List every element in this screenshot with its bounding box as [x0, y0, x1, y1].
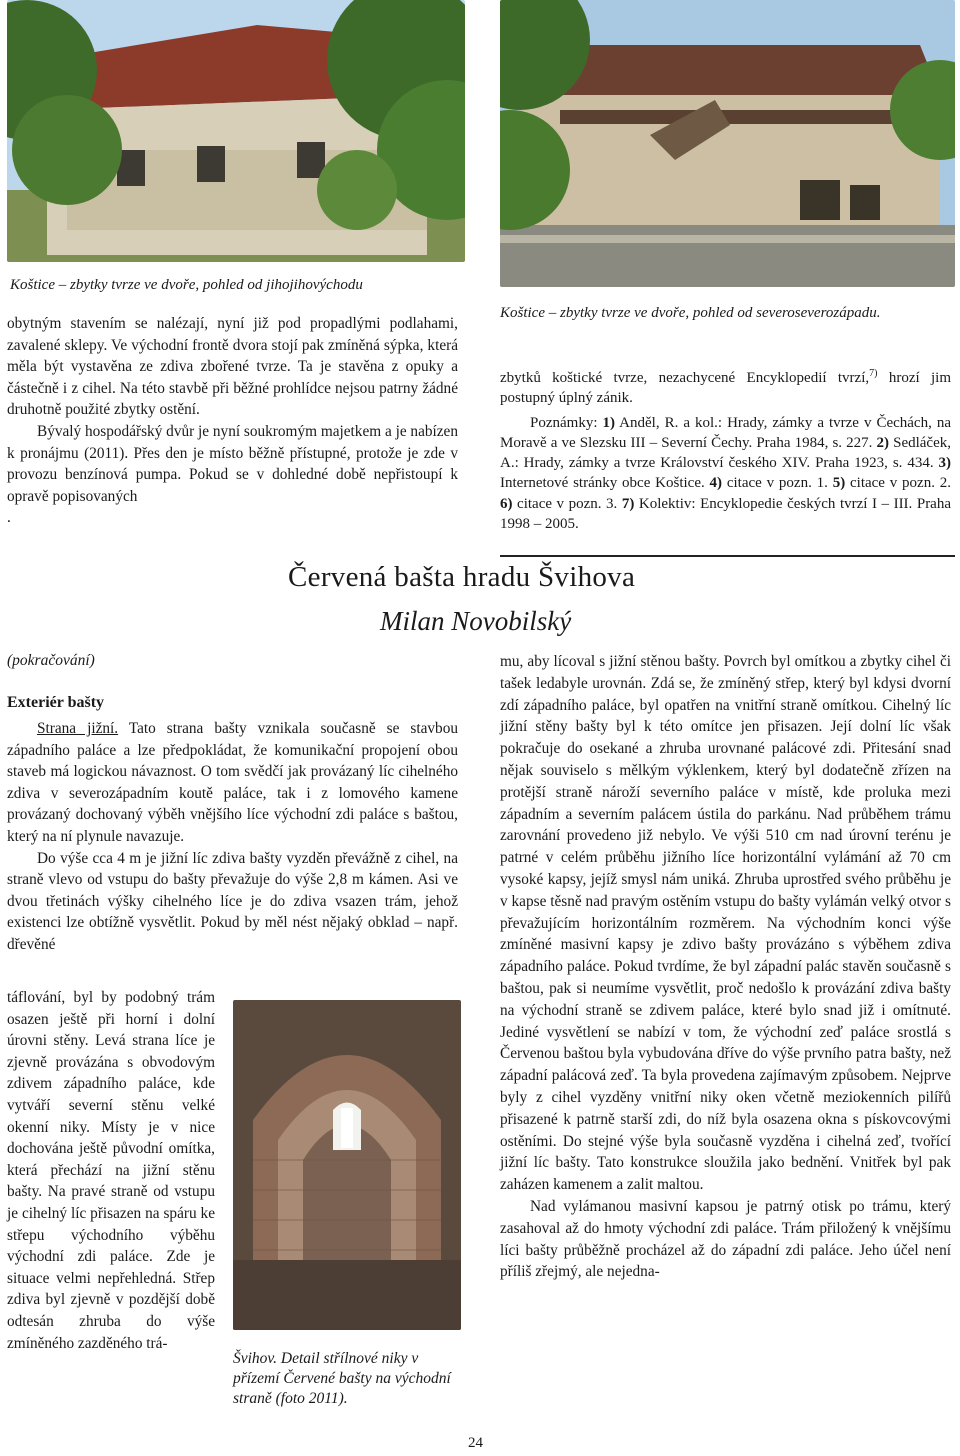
page-number: 24 — [468, 1435, 483, 1451]
notes-block — [500, 413, 951, 535]
article-divider — [500, 555, 955, 557]
left-article-paragraph-1 — [7, 718, 458, 848]
right-top-text — [500, 364, 951, 534]
photo-kostice-north — [500, 0, 955, 287]
article-author: Milan Novobilský — [380, 606, 572, 636]
right-article-text — [500, 651, 951, 1283]
photo-kostice-north-caption: Koštice – zbytky tvrze ve dvoře, pohled od severoseverozápadu. — [500, 305, 881, 321]
note-1-text: Anděl, R. a kol.: Hrady, zámky a tvrze v Čechách, na Moravě a ve Slezsku III – Severní Čechy. Praha 1984, s. 227. — [500, 414, 951, 451]
article-title: Červená bašta hradu Švihova — [288, 561, 636, 593]
left-narrow-paragraph: táflování, byl by podobný trám osazen ještě při horní i dolní úrovni stěny. Levá strana líce je zjevně provázána s obvodovým zdivem západního paláce, kde vytváří severní stěnu velké okenní niky. Místy je v nice dochována ještě původní omítka, která přechází na jižní stěnu bašty. Na pravé straně od vstupu je cihelný líc přisazen na spáru ke střepu východního výběhu východní zdi paláce. Zde je situace velmi nepřehledná. Střep zdiva byl zjevně v pozdější době odtesán zhruba do výše zmíněného zazděného trá- — [7, 989, 215, 1352]
subheading-south-side: Strana jižní. — [37, 720, 119, 737]
photo-niche-caption: Švihov. Detail střílnové niky v přízemí Červené bašty na východní straně (foto 2011). — [233, 1350, 451, 1407]
footnote-ref-7: 7) — [869, 368, 878, 379]
note-7-text: Kolektiv: Encyklopedie českých tvrzí I – III. Praha 1998 – 2005. — [500, 495, 952, 533]
left-article-paragraph-1-text: Tato strana bašty vznikala současně se stavbou západního paláce a lze předpokládat, že komunikační propojení obou staveb má logickou návaznost. O tom svědčí jak provázaný líc cihelného zdiva v severozápadním koutě paláce, tak i z lomového kamene provázaný dochovaný výběh vnějšího líce východní zdi paláce s baštou, který na ní plynule navazuje. — [7, 720, 458, 845]
continued-label: (pokračování) — [7, 652, 95, 669]
note-6-number: 6) — [500, 495, 513, 512]
note-1-number: 1) — [602, 414, 615, 431]
right-article-paragraph-2: Nad vylámanou masivní kapsou je patrný otisk po trámu, který zasahoval až do hmoty východní zdi paláce. Trám přiložený k vnějšímu líci bašty průběžně procházel až do západní zdi paláce. Jeho účel není příliš zřejmý, ale nejedna- — [500, 1197, 951, 1281]
note-3-number: 3) — [938, 455, 951, 472]
left-top-paragraph-2: Bývalý hospodářský dvůr je nyní soukromým majetkem a je nabízen k pronájmu (2011). Přes den je místo běžně přístupné, protože je zde v provozu benzínová pumpa. Pokud se v dohledné době nepřistoupí k opravě popisovaných — [7, 422, 459, 505]
right-top-paragraph-1-main: zbytků koštické tvrze, nezachycené Encyklopedií tvrzí, — [500, 370, 870, 386]
right-article-paragraph-1: mu, aby lícoval s jižní stěnou bašty. Povrch byl omítkou a zbytky cihel či tašek ledabyle urovnán. Zdá se, že zmíněný střep, který byl kdysi dvorní zdí západního paláce, byl opatřen na vnitřní straně omítkou. Cihelný líc jižní stěny bašty byl k této omítce jen přisazen. Její dolní líc však pokračuje do osekané a zhruba urovnané palácové zdi. Přitesání snad nějak souviselo s mělkým výklenkem, který byl dodatečně zřízen na protější straně nároží severního paláce v místě, kde proluka mezi západním a severním palácem ústila do parkánu. Nad průběhem trámu zarovnání provedeno již nebylo. Ve výši 510 cm nad úrovní terénu je patrné v celém průběhu jižního líce horizontální vylámání až 70 cm vysoké kapsy, jejíž smysl nám uniká. Zhruba uprostřed svého průběhu je v kapse těsně nad pravým ostěním vstupu do bašty vylámán velký otvor s převažujícím horizontálním rozměrem. Na východním konci výše zmíněné masivní kapsy je zdivo bašty provázáno s výběhem zdiva západního paláce. Pokud tvrdíme, že byl západní palác stavěn současně s baštou, pak si neumíme vysvětlit, proč nedošlo k provázání zdiva bašty na východní straně se zdivem paláce, které bylo snad již i omítnuté. Jediné vysvětlení se nabízí v tom, že východní zeď paláce srostlá s Červenou baštou byla vybudována dříve do výše prvního patra bašty, než západní palácová zeď. Ta byla provedena zajímavým způsobem. Nejprve byly z cihel vyzděny vnitřní niky oken včetně meziokenních pilířů přisazené k patrně starší zdi, do níž byla osazena okna s pískovcovými ostěními. Do stejné výše byla současně vyzděna i cihelná zeď, tvořící jižní líc bašty. Tato konstrukce sloužila jako bednění. Vnitřek byl pak zaházen kamenem a zalit maltou. — [500, 653, 951, 1194]
left-article-text — [7, 718, 458, 956]
note-7-number: 7) — [621, 495, 635, 512]
note-5-number: 5) — [832, 475, 846, 492]
left-top-paragraph-1: obytným stavením se nalézají, nyní již pod propadlými podlahami, zavalené sklepy. Ve východní frontě dvora stojí pak zmíněná sýpka, která měla být vystavěna ze zdiva zbořené tvrze. Ta je stavěna z opuky a částečně i z cihel. Na této stavbě při běžné prohlídce nejsou patrny žádné druhotně použité zbytky ostění. — [7, 315, 458, 419]
left-article-paragraph-2: Do výše cca 4 m je jižní líc zdiva bašty vyzděn převážně z cihel, na straně vlevo od vstupu do bašty převažuje do výše 2,8 m kámen. Asi ve dvou třetinách výšky cihelného líce je do zdiva vsazen trám, jehož existenci lze obtížně vysvětlit. Pokud by měl nést nějaký obklad – např. dřevěné — [7, 849, 458, 953]
left-top-paragraph-3: . — [7, 509, 11, 527]
note-6-text: citace v pozn. 3. — [512, 495, 618, 512]
photo-niche — [233, 1000, 461, 1330]
right-top-paragraph-1 — [500, 364, 951, 409]
section-heading: Exteriér bašty — [7, 694, 105, 711]
note-4-number: 4) — [709, 475, 723, 492]
left-top-text — [7, 313, 458, 529]
note-4-text: citace v pozn. 1. — [722, 475, 833, 492]
photo-kostice-south — [7, 0, 465, 262]
photo-kostice-south-caption: Koštice – zbytky tvrze ve dvoře, pohled od jihojihovýchodu — [10, 277, 363, 293]
right-top-paragraph-1-end: hrozí jim postupný úplný zánik. — [500, 370, 951, 407]
note-3-text: Internetové stránky obce Koštice. — [500, 475, 710, 492]
photo-kostice-north-image — [500, 0, 955, 287]
note-5-text: citace v pozn. 2. — [845, 475, 952, 492]
left-narrow-text — [7, 987, 215, 1354]
note-2-text: Sedláček, A.: Hrady, zámky a tvrze Království českého XIV. Praha 1923, s. 434. — [500, 434, 951, 472]
photo-kostice-south-image — [7, 0, 465, 262]
note-2-number: 2) — [876, 434, 889, 451]
photo-niche-image — [233, 1000, 461, 1330]
notes-label: Poznámky: — [530, 414, 598, 431]
